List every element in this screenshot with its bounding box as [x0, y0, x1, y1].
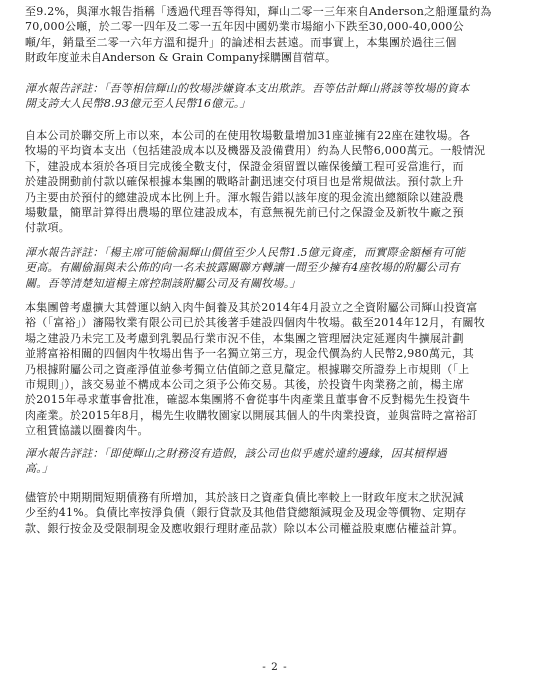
paragraph-farm-capex — [25, 128, 530, 236]
text-line: 市規則」），該交易並不構成本公司之須予公佈交易。其後，於投資牛肉業務之前，楊主席 — [25, 377, 464, 391]
text-line: 關。吾等清楚知道楊主席控制該附屬公司及有關牧場。」 — [25, 276, 301, 290]
commentary-asset-diversion — [25, 245, 530, 291]
text-line: 立租賃協議以圈養肉牛。 — [25, 424, 149, 438]
text-line: 乃根據附屬公司之資產淨值並參考獨立估值師之意見釐定。根據聯交所證券上市規則（「上 — [25, 362, 470, 376]
text-line: 於2015年尋求董事會批准，確認本集團將不會從事牛肉產業且董事會不反對楊先生投資牛 — [25, 393, 471, 407]
text-line: 儘管於中期期間短期債務有所增加，其於該日之資產負債比率較上一財政年度末之狀況減 — [25, 491, 464, 504]
text-line: 肉產業。於2015年8月，楊先生收購牧園家以開展其個人的牛肉業投資，並與當時之富裕訂 — [25, 408, 478, 422]
text-line: 自本公司於聯交所上市以來，本公司的在使用牧場數量增加31座並擁有22座在建牧場。各 — [25, 129, 471, 142]
text-line: 牧場的平均資本支出（包括建設成本以及機器及設備費用）約為人民幣6,000萬元。一般情況 — [25, 144, 486, 158]
text-line: 下，建設成本須於各項目完成後全數支付，保證金須留置以確保後續工程可妥當進行，而 — [25, 159, 464, 173]
text-line: 高。」 — [25, 462, 54, 476]
text-line: 場之建設乃未完工及考慮到乳製品行業市況不佳，本集團之管理層決定延遲肉牛擴展計劃 — [25, 331, 464, 345]
paragraph-gearing-ratio — [25, 490, 530, 536]
text-line: 少至約41%。負債比率按淨負債（銀行貸款及其他借貸總額減現金及現金等價物、定期存 — [25, 506, 467, 520]
text-line: 開支誇大人民幣8.93億元至人民幣16億元。」 — [25, 97, 251, 111]
commentary-leverage — [25, 446, 530, 477]
text-line: 渾水報告評註：「吾等相信輝山的牧場涉嫌資本支出欺詐。吾等估計輝山將該等牧場的資本 — [25, 82, 470, 95]
text-line: 財政年度並未自Anderson & Grain Company採購團苜蓿草。 — [25, 51, 337, 65]
text-line: 噸/年，銷量至二零一六年方溫和提升」的論述相去甚遠。而事實上，本集團於過往三個 — [25, 35, 457, 49]
text-line: 裕（「富裕」）瀋陽牧業有限公司已於其後著手建設四個肉牛牧場。截至2014年12月，有關牧 — [25, 316, 485, 330]
text-line: 70,000公噸，於二零一四年及二零一五年因中國奶業市場縮小下跌至30,000-40,000公 — [25, 20, 464, 34]
paragraph-beef-cattle — [25, 300, 530, 439]
text-line: 至9.2%，與渾水報告指稱「透過代理吾等得知，輝山二零一三年來自Anderson之船運量約為 — [25, 5, 492, 18]
text-line: 渾水報告評註：「即使輝山之財務沒有造假，該公司也似乎處於違約邊緣，因其槓桿過 — [25, 447, 447, 460]
text-line: 本集團曾考慮擴大其營運以納入肉牛飼養及其於2014年4月設立之全資附屬公司輝山投資富 — [25, 301, 478, 314]
text-line: 並將富裕相關的四個肉牛牧場出售予一名獨立第三方，現金代價為約人民幣2,980萬元，其 — [25, 347, 474, 361]
text-line: 渾水報告評註：「楊主席可能偷漏輝山價值至少人民幣1.5億元資產，而實際金額極有可能 — [25, 246, 466, 259]
text-line: 更高。有關偷漏與未公佈的向一名未披露關聯方轉讓一間至少擁有4座牧場的附屬公司有 — [25, 261, 460, 275]
text-line: 於建設開動前付款以確保根據本集團的戰略計劃迅速交付項目也是常規做法。預付款上升 — [25, 175, 464, 189]
text-line: 款、銀行按金及受限制現金及應收銀行理財產品款）除以本公司權益股東應佔權益計算。 — [25, 521, 464, 535]
commentary-capex-fraud — [25, 81, 530, 112]
text-line: 乃主要由於預付的總建設成本比例上升。渾水報告錯以該年度的現金流出總額除以建設農 — [25, 190, 464, 204]
text-line: 付款項。 — [25, 221, 70, 235]
paragraph-shipment-volume — [25, 4, 530, 66]
page-number: - 2 - — [262, 661, 288, 673]
text-line: 場數量，簡單計算得出農場的單位建設成本，有意無視先前已付之保證金及新牧牛廠之預 — [25, 205, 464, 219]
